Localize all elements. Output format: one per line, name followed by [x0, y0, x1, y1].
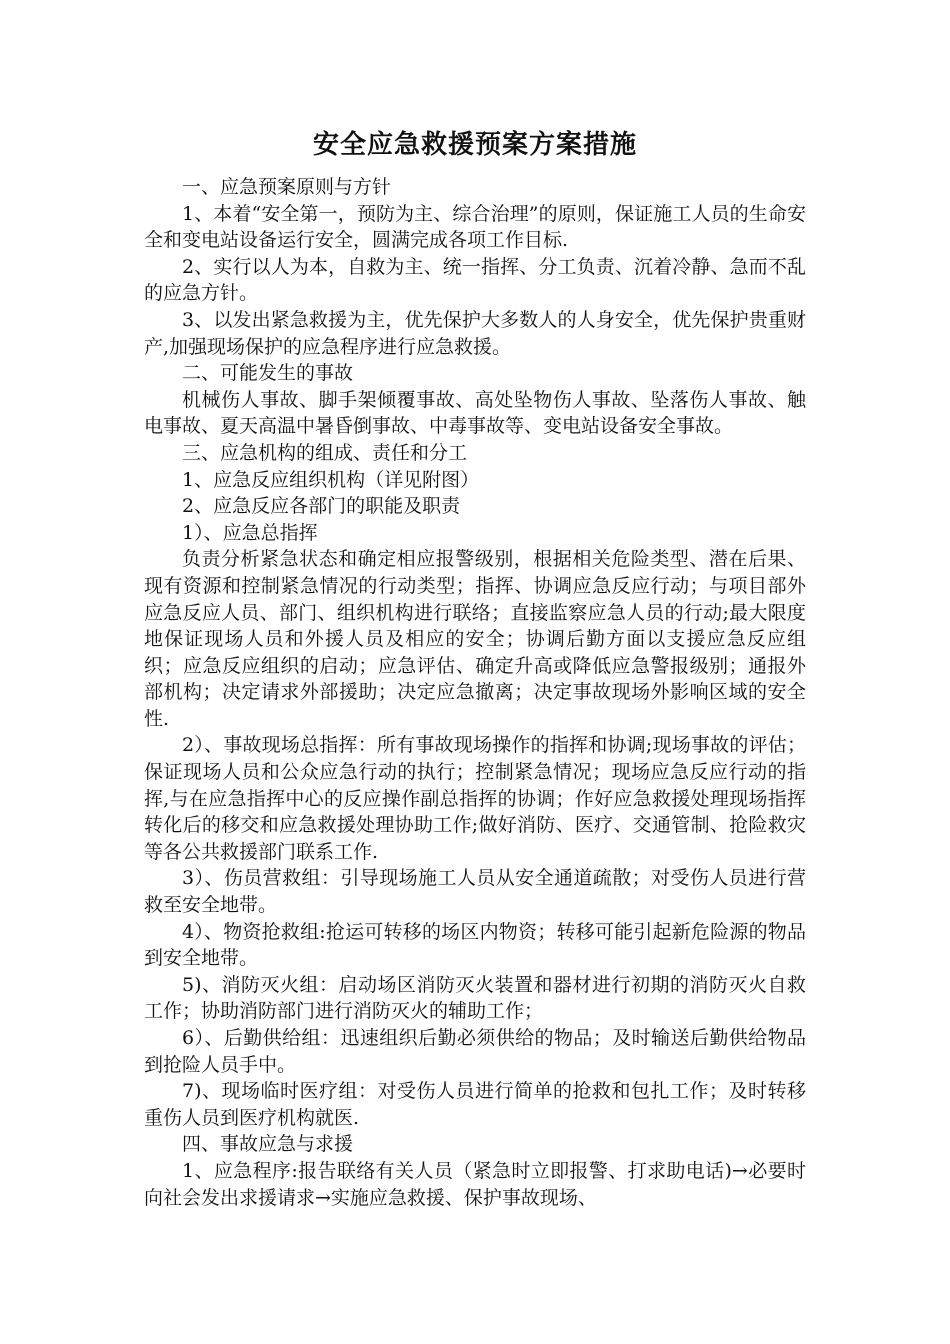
paragraph-materials-team: 4）、物资抢救组:抢运可转移的场区内物资；转移可能引起新危险源的物品到安全地带。 [144, 920, 806, 970]
paragraph-emergency-procedure: 1、应急程序:报告联络有关人员（紧急时立即报警、打求助电话)→必要时向社会发出求援请求→实施应急救援、保护事故现场、 [144, 1159, 806, 1209]
section-heading-3: 三、应急机构的组成、责任和分工 [182, 441, 468, 464]
paragraph-organization: 1、应急反应组织机构（详见附图） [182, 468, 480, 491]
paragraph-principle-3: 3、以发出紧急救援为主，优先保护大多数人的人身安全，优先保护贵重财产,加强现场保护的应急程序进行应急救援。 [144, 308, 806, 358]
document-title: 安全应急救援预案方案措施 [312, 130, 637, 160]
paragraph-site-commander: 2）、事故现场总指挥：所有事故现场操作的指挥和协调;现场事故的评估；保证现场人员和公众应急行动的执行；控制紧急情况；现场应急反应行动的指挥,与在应急指挥中心的反应操作副总指挥的协调；作好应急救援处理现场指挥转化后的移交和应急救援处理协助工作;做好消防、医疗、交通管制、抢险救灾等各公共救援部门联系工作. [144, 734, 806, 863]
paragraph-rescue-team: 3）、伤员营救组：引导现场施工人员从安全通道疏散；对受伤人员进行营救至安全地带。 [144, 867, 806, 917]
paragraph-fire-team: 5)、消防灭火组：启动场区消防灭火装置和器材进行初期的消防灭火自救工作；协助消防部门进行消防灭火的辅助工作； [144, 973, 806, 1023]
document-body [144, 126, 806, 1211]
section-heading-1: 一、应急预案原则与方针 [182, 176, 392, 198]
paragraph-commander-heading: 1）、应急总指挥 [182, 521, 318, 544]
paragraph-principle-1: 1、本着“安全第一，预防为主、综合治理”的原则，保证施工人员的生命安全和变电站设备运行安全，圆满完成各项工作目标. [144, 202, 806, 252]
paragraph-duties-heading: 2、应急反应各部门的职能及职责 [182, 495, 461, 518]
paragraph-commander-duties: 负责分析紧急状态和确定相应报警级别，根据相关危险类型、潜在后果、现有资源和控制紧急情况的行动类型；指挥、协调应急反应行动；与项目部外应急反应人员、部门、组织机构进行联络；直接监察应急人员的行动;最大限度地保证现场人员和外援人员及相应的安全；协调后勤方面以支援应急反应组织；应急反应组织的启动；应急评估、确定升高或降低应急警报级别；通报外部机构；决定请求外部援助；决定应急撤离；决定事故现场外影响区域的安全性. [144, 548, 806, 730]
section-heading-2: 二、可能发生的事故 [182, 362, 354, 385]
section-heading-4: 四、事故应急与求援 [182, 1133, 354, 1156]
paragraph-medical-team: 7)、现场临时医疗组：对受伤人员进行简单的抢救和包扎工作；及时转移重伤人员到医疗机构就医. [144, 1080, 806, 1129]
paragraph-logistics-team: 6）、后勤供给组：迅速组织后勤必须供给的物品；及时输送后勤供给物品到抢险人员手中。 [144, 1027, 806, 1076]
paragraph-principle-2: 2、实行以人为本，自救为主、统一指挥、分工负责、沉着冷静、急而不乱的应急方针。 [144, 255, 806, 305]
paragraph-accident-types: 机械伤人事故、脚手架倾覆事故、高处坠物伤人事故、坠落伤人事故、触电事故、夏天高温中暑昏倒事故、中毒事故等、变电站设备安全事故。 [144, 388, 806, 438]
